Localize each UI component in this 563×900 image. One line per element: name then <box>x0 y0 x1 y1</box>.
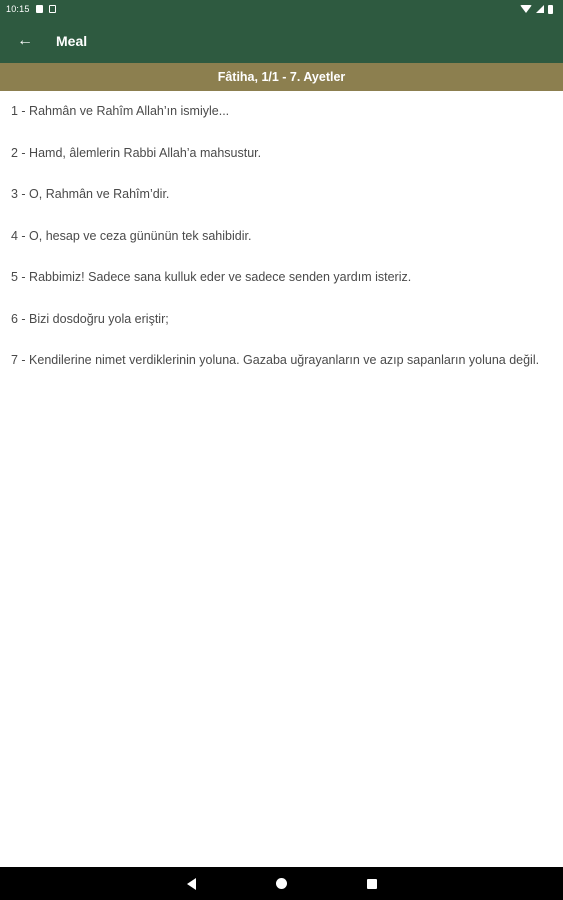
verse-item: 1 - Rahmân ve Rahîm Allah’ın ismiyle... <box>11 104 230 118</box>
wifi-icon <box>520 5 532 13</box>
nav-recents-icon[interactable] <box>367 879 377 889</box>
app-bar <box>0 18 563 63</box>
verse-item: 6 - Bizi dosdoğru yola eriştir; <box>11 312 169 326</box>
verse-item: 2 - Hamd, âlemlerin Rabbi Allah’a mahsustur. <box>11 146 262 160</box>
surah-header <box>0 63 563 91</box>
shield-icon <box>49 5 56 13</box>
nav-back-icon[interactable] <box>187 878 196 890</box>
status-time: 10:15 <box>6 4 30 14</box>
verse-item: 7 - Kendilerine nimet verdiklerinin yoluna. Gazaba uğrayanların ve azıp sapanların yoluna değil. <box>11 353 540 367</box>
status-bar <box>0 0 563 18</box>
back-button[interactable] <box>10 26 40 56</box>
cell-signal-icon <box>536 5 544 13</box>
battery-icon <box>548 5 553 14</box>
page-title: Meal <box>56 32 88 49</box>
nav-home-icon[interactable] <box>276 878 287 889</box>
surah-title: Fâtiha, 1/1 - 7. Ayetler <box>217 70 346 84</box>
verse-item: 4 - O, hesap ve ceza gününün tek sahibidir. <box>11 229 252 243</box>
arrow-back-icon: ← <box>17 31 33 49</box>
verse-item: 5 - Rabbimiz! Sadece sana kulluk eder ve sadece senden yardım isteriz. <box>11 270 412 284</box>
verse-item: 3 - O, Rahmân ve Rahîm’dir. <box>11 187 170 201</box>
notification-icon <box>36 5 43 13</box>
system-nav-bar <box>0 867 563 900</box>
